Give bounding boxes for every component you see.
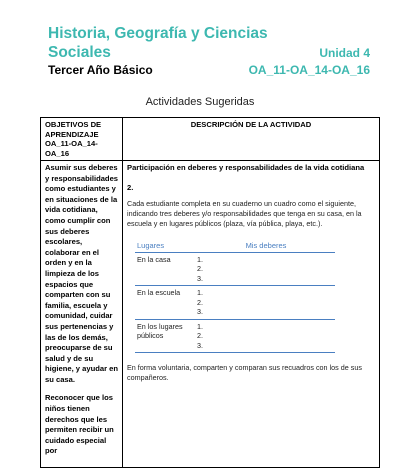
activity-title: Participación en deberes y responsabilidades de la vida cotidiana: [127, 163, 365, 172]
objectives-header-cell: [41, 118, 123, 161]
duty-item: 3.: [197, 273, 203, 283]
place-label: En la casa: [135, 252, 195, 286]
unit-label: Unidad 4: [319, 46, 370, 60]
objectives-header: OBJETIVOS DE APRENDIZAJE OA_11-OA_14-OA_16: [45, 120, 102, 158]
duty-list: [195, 319, 335, 353]
grade-label: Tercer Año Básico: [48, 63, 153, 77]
duties-row-home: [135, 252, 335, 286]
duties-header: Mis deberes: [195, 239, 335, 253]
duty-item: 1.: [197, 288, 203, 298]
duty-item: 2.: [197, 264, 203, 274]
section-title: Actividades Sugeridas: [145, 96, 255, 108]
activities-table: [40, 117, 380, 468]
subject-title-line2: Sociales: [48, 44, 111, 61]
duty-item: 3.: [197, 307, 203, 317]
duty-item: 3.: [197, 340, 203, 350]
description-header: DESCRIPCIÓN DE LA ACTIVIDAD: [190, 120, 312, 129]
table-header-row: [41, 118, 380, 161]
objective-2: Reconocer que los niños tienen derechos que les permiten recibir un cuidado especial por: [45, 393, 114, 456]
activity-cell: [123, 161, 380, 468]
activity-footer: En forma voluntaria, comparten y comparan sus recuadros con los de sus compañeros.: [127, 363, 362, 383]
duty-list: [195, 252, 335, 286]
oa-code: OA_11-OA_14-OA_16: [248, 63, 370, 77]
description-header-cell: [123, 118, 380, 161]
duty-item: 1.: [197, 321, 203, 331]
duties-header-row: [135, 239, 335, 253]
activity-description: Cada estudiante completa en su cuaderno un cuadro como el siguiente, indicando tres deberes y/o responsabilidades que tenga en su casa, en la escuela y en lugares públicos (plaza, vía pública, playa, etc.).: [127, 199, 362, 229]
place-label: En los lugares públicos: [135, 319, 195, 353]
duty-list: [195, 286, 335, 320]
duties-table: [135, 239, 335, 354]
subject-title-line1: Historia, Geografía y Ciencias: [48, 25, 268, 42]
duty-item: 2.: [197, 331, 203, 341]
duties-row-public: [135, 319, 335, 353]
table-body-row: [41, 161, 380, 468]
place-label: En la escuela: [135, 286, 195, 320]
objectives-cell: [41, 161, 123, 468]
duty-item: 2.: [197, 297, 203, 307]
duty-item: 1.: [197, 254, 203, 264]
duties-row-school: [135, 286, 335, 320]
objective-1: Asumir sus deberes y responsabilidades como estudiantes y en situaciones de la vida cotidiana, como cumplir con sus deberes escolares, colaborar en el orden y en la limpieza de los espacios que comparten con su familia, escuela y comunidad, cuidar sus pertenencias y las de los demás, preocuparse de su salud y de su higiene, y ayudar en su casa.: [45, 163, 119, 384]
activity-number: 2.: [127, 183, 134, 192]
document-header: [48, 24, 378, 77]
places-header: Lugares: [135, 239, 195, 253]
